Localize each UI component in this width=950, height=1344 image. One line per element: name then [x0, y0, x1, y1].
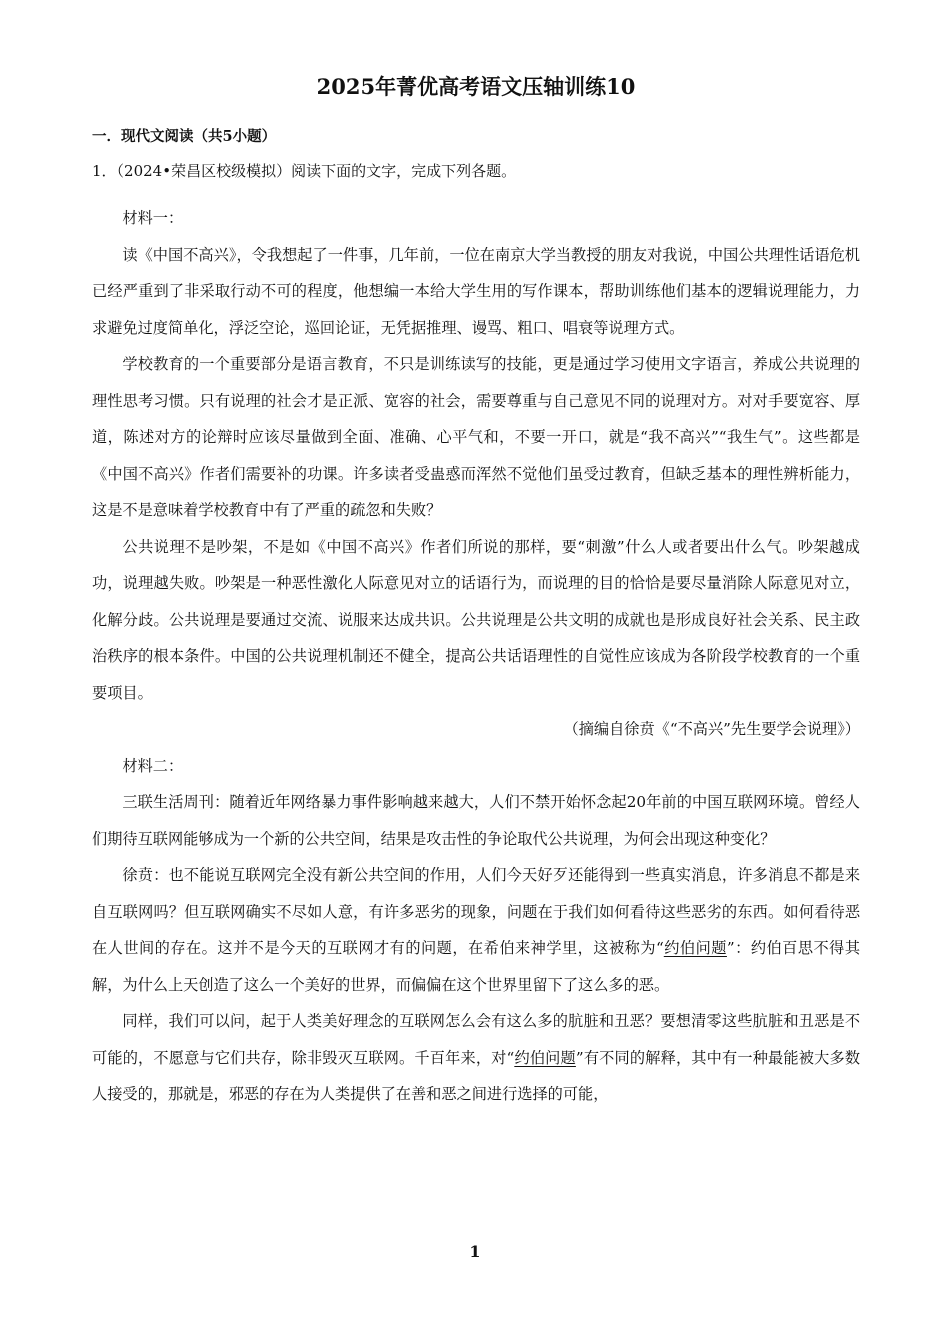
section-heading: 一．现代文阅读（共5小题） — [92, 128, 277, 145]
page-number: 1 — [469, 1242, 481, 1261]
paragraph-text: ”：约伯百思不得其解，为什么上天创造了这么一个美好的世界，而偏偏在这个世界里留下了这么多的恶。 — [92, 939, 861, 994]
question-instruction: 阅读下面的文字，完成下列各题。 — [291, 162, 517, 180]
material-one-source: （摘编自徐贲《“不高兴”先生要学会说理》） — [563, 720, 860, 738]
paragraph: 三联生活周刊：随着近年网络暴力事件影响越来越大，人们不禁开始怀念起20年前的中国互联网环境。曾经人们期待互联网能够成为一个新的公共空间，结果是攻击性的争论取代公共说理，为何会出现这种变化？ — [92, 793, 860, 848]
paragraph: 学校教育的一个重要部分是语言教育，不只是训练读写的技能，更是通过学习使用文字语言，养成公共说理的理性思考习惯。只有说理的社会才是正派、宽容的社会，需要尊重与自己意见不同的说理对方。对对手要宽容、厚道，陈述对方的论辩时应该尽量做到全面、准确、心平气和，不要一开口，就是“我不高兴”“我生气”。这些都是《中国不高兴》作者们需要补的功课。许多读者受蛊惑而浑然不觉他们虽受过教育，但缺乏基本的理性辨析能力，这是不是意味着学校教育中有了严重的疏忽和失败？ — [92, 355, 860, 519]
question-header — [92, 161, 516, 181]
question-number: 1． — [92, 162, 117, 180]
underlined-term: 约伯问题 — [514, 1048, 576, 1067]
paragraph: 读《中国不高兴》，令我想起了一件事，几年前，一位在南京大学当教授的朋友对我说，中国公共理性话语危机已经严重到了非采取行动不可的程度，他想编一本给大学生用的写作课本，帮助训练他们基本的逻辑说理能力，力求避免过度简单化，浮泛空论，巡回论证，无凭据推理、谩骂、粗口、唱衰等说理方式。 — [92, 245, 860, 337]
reading-passage — [92, 200, 860, 1113]
underlined-term: 约伯问题 — [663, 939, 727, 957]
paragraph — [92, 1003, 860, 1113]
material-two-label: 材料二： — [122, 756, 184, 775]
paragraph-text: 徐贲：也不能说互联网完全没有新公共空间的作用，人们今天好歹还能得到一些真实消息，许多消息不都是来自互联网吗？但互联网确实不尽如人意，有许多恶劣的现象，问题在于我们如何看待这些恶劣的东西。如何看待恶在人世间的存在。这并不是今天的互联网才有的问题，在希伯来神学里，这被称为“ — [92, 866, 860, 957]
question-source: （2024•荣昌区校级模拟） — [116, 162, 292, 180]
paragraph — [92, 857, 860, 1003]
paragraph-text: 同样，我们可以问，起于人类美好理念的互联网怎么会有这么多的肮脏和丑恶？要想清零这些肮脏和丑恶是不可能的，不愿意与它们共存，除非毁灭互联网。千百年来，对“ — [92, 1012, 860, 1067]
paragraph: 公共说理不是吵架，不是如《中国不高兴》作者们所说的那样，要“刺激”什么人或者要出什么气。吵架越成功，说理越失败。吵架是一种恶性激化人际意见对立的话语行为，而说理的目的恰恰是要尽量消除人际意见对立，化解分歧。公共说理是要通过交流、说服来达成共识。公共说理是公共文明的成就也是形成良好社会关系、民主政治秩序的根本条件。中国的公共说理机制还不健全，提高公共话语理性的自觉性应该成为各阶段学校教育的一个重要项目。 — [92, 537, 860, 702]
paragraph-text: ”有不同的解释，其中有一种最能被大多数人接受的，那就是，邪恶的存在为人类提供了在善和恶之间进行选择的可能， — [92, 1048, 861, 1103]
document-title: 2025年菁优高考语文压轴训练10 — [316, 74, 636, 99]
material-one-label: 材料一： — [122, 209, 184, 227]
